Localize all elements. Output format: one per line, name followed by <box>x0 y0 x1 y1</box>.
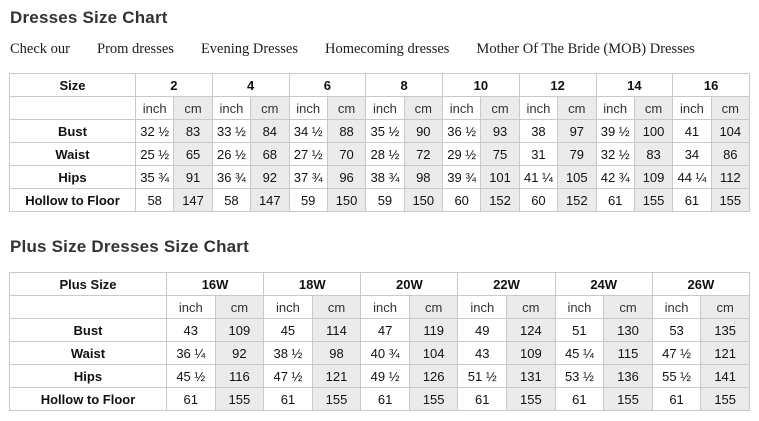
size-header-cell: 2 <box>136 74 213 97</box>
value-inch-cell: 25 ½ <box>136 143 174 166</box>
size-header-cell: 10 <box>443 74 520 97</box>
value-cm-cell: 155 <box>604 388 653 411</box>
value-inch-cell: 43 <box>458 342 507 365</box>
table-corner-label: Size <box>10 74 136 97</box>
value-cm-cell: 155 <box>507 388 556 411</box>
value-inch-cell: 49 ½ <box>361 365 410 388</box>
value-cm-cell: 155 <box>312 388 361 411</box>
value-inch-cell: 51 ½ <box>458 365 507 388</box>
link-evening-dresses[interactable]: Evening Dresses <box>200 41 298 57</box>
value-inch-cell: 29 ½ <box>443 143 481 166</box>
value-cm-cell: 119 <box>409 319 458 342</box>
value-inch-cell: 38 ¾ <box>366 166 404 189</box>
value-cm-cell: 83 <box>174 120 212 143</box>
value-cm-cell: 72 <box>404 143 442 166</box>
measurement-label: Hips <box>10 365 167 388</box>
value-inch-cell: 61 <box>555 388 604 411</box>
value-inch-cell: 26 ½ <box>212 143 250 166</box>
value-inch-cell: 37 ¾ <box>289 166 327 189</box>
value-cm-cell: 155 <box>701 388 750 411</box>
value-cm-cell: 91 <box>174 166 212 189</box>
value-inch-cell: 32 ½ <box>596 143 634 166</box>
value-inch-cell: 38 ½ <box>264 342 313 365</box>
value-inch-cell: 60 <box>519 189 557 212</box>
value-cm-cell: 115 <box>604 342 653 365</box>
value-inch-cell: 36 ¼ <box>167 342 216 365</box>
unit-cm-cell: cm <box>634 97 672 120</box>
link-homecoming-dresses[interactable]: Homecoming dresses <box>324 41 450 57</box>
value-cm-cell: 92 <box>251 166 289 189</box>
value-inch-cell: 40 ¾ <box>361 342 410 365</box>
measurement-label: Hips <box>10 166 136 189</box>
value-cm-cell: 155 <box>711 189 749 212</box>
size-header-cell: 8 <box>366 74 443 97</box>
value-cm-cell: 83 <box>634 143 672 166</box>
value-inch-cell: 55 ½ <box>652 365 701 388</box>
unit-cm-cell: cm <box>404 97 442 120</box>
value-cm-cell: 114 <box>312 319 361 342</box>
value-cm-cell: 150 <box>327 189 365 212</box>
value-inch-cell: 60 <box>443 189 481 212</box>
value-cm-cell: 141 <box>701 365 750 388</box>
value-inch-cell: 47 ½ <box>652 342 701 365</box>
table-row <box>10 166 750 189</box>
unit-inch-cell: inch <box>652 296 701 319</box>
size-header-cell: 4 <box>212 74 289 97</box>
value-inch-cell: 32 ½ <box>136 120 174 143</box>
unit-inch-cell: inch <box>289 97 327 120</box>
size-header-cell: 22W <box>458 273 555 296</box>
value-cm-cell: 155 <box>409 388 458 411</box>
size-header-cell: 12 <box>519 74 596 97</box>
unit-inch-cell: inch <box>136 97 174 120</box>
unit-inch-cell: inch <box>555 296 604 319</box>
value-inch-cell: 61 <box>652 388 701 411</box>
value-cm-cell: 101 <box>481 166 519 189</box>
value-cm-cell: 121 <box>701 342 750 365</box>
value-cm-cell: 98 <box>404 166 442 189</box>
measurement-label: Hollow to Floor <box>10 388 167 411</box>
unit-inch-cell: inch <box>458 296 507 319</box>
value-cm-cell: 135 <box>701 319 750 342</box>
unit-inch-cell: inch <box>443 97 481 120</box>
value-inch-cell: 28 ½ <box>366 143 404 166</box>
table-row <box>10 189 750 212</box>
value-inch-cell: 45 <box>264 319 313 342</box>
value-cm-cell: 147 <box>174 189 212 212</box>
value-inch-cell: 47 ½ <box>264 365 313 388</box>
value-cm-cell: 131 <box>507 365 556 388</box>
unit-cm-cell: cm <box>558 97 596 120</box>
table-row <box>10 342 750 365</box>
value-cm-cell: 65 <box>174 143 212 166</box>
measurement-label: Hollow to Floor <box>10 189 136 212</box>
unit-inch-cell: inch <box>673 97 711 120</box>
value-cm-cell: 92 <box>215 342 264 365</box>
value-inch-cell: 35 ¾ <box>136 166 174 189</box>
value-cm-cell: 136 <box>604 365 653 388</box>
value-cm-cell: 112 <box>711 166 749 189</box>
value-inch-cell: 41 <box>673 120 711 143</box>
unit-cm-cell: cm <box>312 296 361 319</box>
value-cm-cell: 109 <box>634 166 672 189</box>
value-cm-cell: 130 <box>604 319 653 342</box>
value-inch-cell: 58 <box>136 189 174 212</box>
measurement-label: Bust <box>10 319 167 342</box>
value-inch-cell: 34 <box>673 143 711 166</box>
value-cm-cell: 96 <box>327 166 365 189</box>
link-prom-dresses[interactable]: Prom dresses <box>97 41 174 57</box>
value-cm-cell: 152 <box>558 189 596 212</box>
value-inch-cell: 49 <box>458 319 507 342</box>
unit-cm-cell: cm <box>604 296 653 319</box>
measurement-label: Waist <box>10 143 136 166</box>
plus-size-section-title: Plus Size Dresses Size Chart <box>10 237 249 256</box>
value-inch-cell: 36 ½ <box>443 120 481 143</box>
value-inch-cell: 39 ½ <box>596 120 634 143</box>
empty-label-cell <box>10 97 136 120</box>
value-inch-cell: 61 <box>167 388 216 411</box>
value-cm-cell: 155 <box>215 388 264 411</box>
value-cm-cell: 97 <box>558 120 596 143</box>
size-header-cell: 16W <box>167 273 264 296</box>
size-header-cell: 18W <box>264 273 361 296</box>
value-cm-cell: 121 <box>312 365 361 388</box>
value-cm-cell: 79 <box>558 143 596 166</box>
unit-cm-cell: cm <box>481 97 519 120</box>
value-cm-cell: 155 <box>634 189 672 212</box>
value-inch-cell: 58 <box>212 189 250 212</box>
value-cm-cell: 75 <box>481 143 519 166</box>
value-inch-cell: 61 <box>458 388 507 411</box>
value-cm-cell: 150 <box>404 189 442 212</box>
size-header-cell: 6 <box>289 74 366 97</box>
table-row <box>10 365 750 388</box>
value-inch-cell: 53 ½ <box>555 365 604 388</box>
value-cm-cell: 124 <box>507 319 556 342</box>
empty-label-cell <box>10 296 167 319</box>
size-header-cell: 24W <box>555 273 652 296</box>
value-inch-cell: 45 ¼ <box>555 342 604 365</box>
value-inch-cell: 61 <box>264 388 313 411</box>
value-cm-cell: 98 <box>312 342 361 365</box>
dresses-size-chart-table-container <box>9 73 750 212</box>
value-cm-cell: 93 <box>481 120 519 143</box>
value-inch-cell: 35 ½ <box>366 120 404 143</box>
table-row <box>10 143 750 166</box>
value-cm-cell: 109 <box>507 342 556 365</box>
value-cm-cell: 104 <box>409 342 458 365</box>
unit-inch-cell: inch <box>519 97 557 120</box>
unit-cm-cell: cm <box>327 97 365 120</box>
value-inch-cell: 47 <box>361 319 410 342</box>
table-row <box>10 120 750 143</box>
value-inch-cell: 34 ½ <box>289 120 327 143</box>
value-cm-cell: 105 <box>558 166 596 189</box>
page-title: Dresses Size Chart <box>10 8 168 27</box>
unit-inch-cell: inch <box>167 296 216 319</box>
measurement-label: Waist <box>10 342 167 365</box>
unit-inch-cell: inch <box>212 97 250 120</box>
unit-inch-cell: inch <box>596 97 634 120</box>
value-inch-cell: 53 <box>652 319 701 342</box>
links-intro-text: Check our <box>10 41 70 57</box>
plus-size-chart-table-container <box>9 272 750 411</box>
unit-cm-cell: cm <box>409 296 458 319</box>
unit-cm-cell: cm <box>711 97 749 120</box>
size-header-cell: 16 <box>673 74 750 97</box>
table-row <box>10 388 750 411</box>
value-inch-cell: 41 ¼ <box>519 166 557 189</box>
value-cm-cell: 109 <box>215 319 264 342</box>
value-cm-cell: 152 <box>481 189 519 212</box>
value-cm-cell: 104 <box>711 120 749 143</box>
unit-inch-cell: inch <box>361 296 410 319</box>
value-cm-cell: 116 <box>215 365 264 388</box>
value-cm-cell: 84 <box>251 120 289 143</box>
size-header-cell: 26W <box>652 273 749 296</box>
value-inch-cell: 27 ½ <box>289 143 327 166</box>
value-inch-cell: 59 <box>289 189 327 212</box>
table-row <box>10 319 750 342</box>
unit-inch-cell: inch <box>366 97 404 120</box>
value-inch-cell: 45 ½ <box>167 365 216 388</box>
value-cm-cell: 88 <box>327 120 365 143</box>
value-cm-cell: 147 <box>251 189 289 212</box>
size-header-cell: 20W <box>361 273 458 296</box>
value-inch-cell: 33 ½ <box>212 120 250 143</box>
value-cm-cell: 68 <box>251 143 289 166</box>
value-cm-cell: 86 <box>711 143 749 166</box>
unit-inch-cell: inch <box>264 296 313 319</box>
link-mother-of-the-bride-dresses[interactable]: Mother Of The Bride (MOB) Dresses <box>476 41 695 57</box>
unit-cm-cell: cm <box>507 296 556 319</box>
value-inch-cell: 38 <box>519 120 557 143</box>
plus-size-dresses-size-chart <box>9 272 750 411</box>
unit-cm-cell: cm <box>215 296 264 319</box>
value-cm-cell: 70 <box>327 143 365 166</box>
value-inch-cell: 61 <box>361 388 410 411</box>
value-inch-cell: 42 ¾ <box>596 166 634 189</box>
value-inch-cell: 31 <box>519 143 557 166</box>
table-corner-label: Plus Size <box>10 273 167 296</box>
dresses-size-chart <box>9 73 750 212</box>
size-header-cell: 14 <box>596 74 673 97</box>
measurement-label: Bust <box>10 120 136 143</box>
value-inch-cell: 61 <box>596 189 634 212</box>
unit-cm-cell: cm <box>701 296 750 319</box>
unit-cm-cell: cm <box>251 97 289 120</box>
value-inch-cell: 44 ¼ <box>673 166 711 189</box>
value-inch-cell: 59 <box>366 189 404 212</box>
value-inch-cell: 43 <box>167 319 216 342</box>
value-cm-cell: 100 <box>634 120 672 143</box>
value-inch-cell: 39 ¾ <box>443 166 481 189</box>
value-inch-cell: 61 <box>673 189 711 212</box>
value-inch-cell: 36 ¾ <box>212 166 250 189</box>
value-inch-cell: 51 <box>555 319 604 342</box>
value-cm-cell: 126 <box>409 365 458 388</box>
category-links <box>10 41 750 58</box>
unit-cm-cell: cm <box>174 97 212 120</box>
value-cm-cell: 90 <box>404 120 442 143</box>
